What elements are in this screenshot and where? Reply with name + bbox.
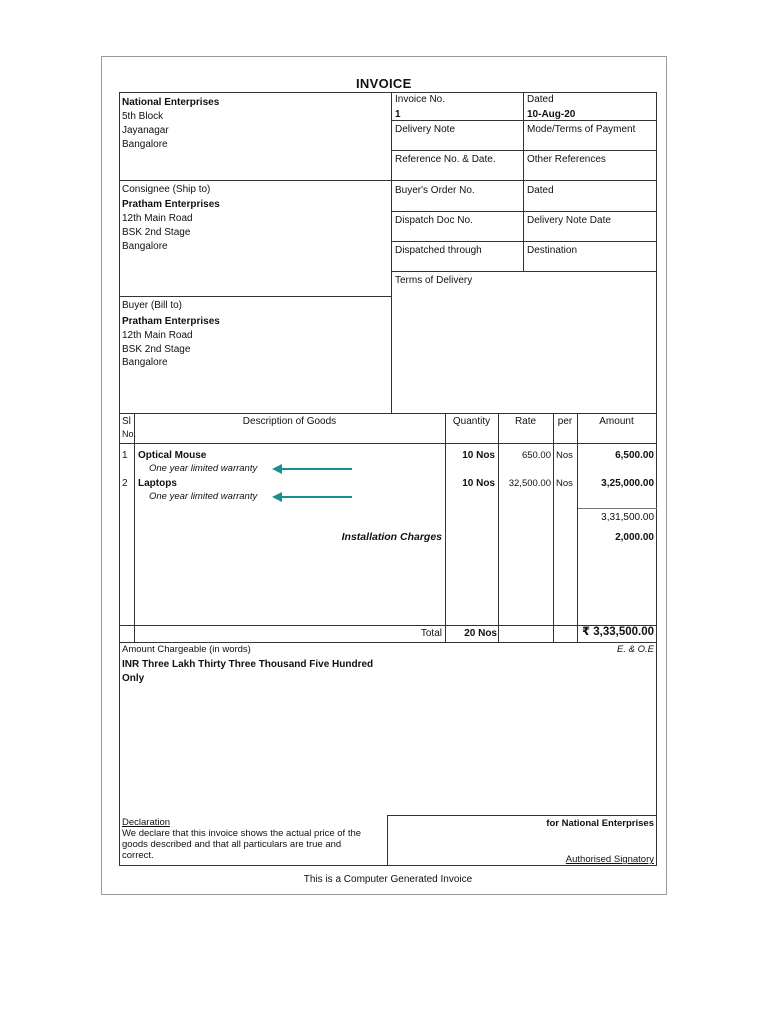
buyer-line2: BSK 2nd Stage — [122, 344, 191, 355]
consignee-label: Consignee (Ship to) — [122, 184, 211, 195]
dated2-label: Dated — [527, 185, 554, 196]
header-divider — [391, 92, 392, 413]
item-sl: 2 — [122, 478, 128, 489]
col-rate: Rate — [514, 416, 537, 427]
border-right — [656, 92, 657, 865]
col-description: Description of Goods — [242, 416, 337, 427]
item-qty: 10 Nos — [462, 478, 495, 489]
declaration-line2: goods described and that all particulars are true and — [122, 839, 342, 850]
item-name: Laptops — [138, 478, 177, 489]
item-per: Nos — [556, 450, 573, 461]
installation-amount: 2,000.00 — [615, 532, 654, 543]
item-rate: 32,500.00 — [508, 478, 551, 489]
for-company: for National Enterprises — [546, 818, 654, 829]
delivery-note-date-label: Delivery Note Date — [527, 215, 611, 226]
page-frame — [101, 56, 667, 895]
item-note: One year limited warranty — [149, 491, 258, 502]
grid-line — [577, 413, 578, 643]
invoice-title: INVOICE — [356, 76, 412, 91]
dated-label: Dated — [527, 94, 554, 105]
dispatched-through-label: Dispatched through — [395, 245, 482, 256]
reference-label: Reference No. & Date. — [395, 154, 496, 165]
grid-line — [134, 413, 135, 643]
delivery-note-label: Delivery Note — [395, 124, 456, 135]
border-left — [119, 92, 120, 865]
col-amount: Amount — [599, 416, 634, 427]
subtotal-rule — [578, 508, 657, 509]
item-note: One year limited warranty — [149, 463, 258, 474]
declaration-line1: We declare that this invoice shows the actual price of the — [122, 828, 362, 839]
col-sl-no: No. — [122, 429, 137, 439]
consignee-name: Pratham Enterprises — [122, 199, 220, 210]
item-amount: 3,25,000.00 — [601, 478, 654, 489]
other-references-label: Other References — [527, 154, 606, 165]
arrow-left-icon — [272, 463, 354, 475]
invoice-no-value: 1 — [395, 109, 401, 120]
grid-line — [553, 413, 554, 643]
grid-line — [387, 815, 657, 816]
dispatch-doc-label: Dispatch Doc No. — [395, 215, 473, 226]
computer-generated-note: This is a Computer Generated Invoice — [303, 874, 473, 885]
seller-line3: Bangalore — [122, 139, 168, 150]
buyers-order-label: Buyer's Order No. — [395, 185, 475, 196]
col-sl: Sl — [122, 416, 131, 427]
grid-line — [119, 296, 391, 297]
item-name: Optical Mouse — [138, 450, 207, 461]
col-quantity: Quantity — [452, 416, 491, 427]
buyer-name: Pratham Enterprises — [122, 316, 220, 327]
seller-name: National Enterprises — [122, 97, 220, 108]
total-amount: ₹ 3,33,500.00 — [582, 626, 654, 638]
item-amount: 6,500.00 — [615, 450, 654, 461]
installation-label: Installation Charges — [341, 531, 442, 543]
seller-line1: 5th Block — [122, 111, 164, 122]
consignee-line2: BSK 2nd Stage — [122, 227, 191, 238]
authorised-signatory: Authorised Signatory — [565, 854, 654, 865]
buyer-line1: 12th Main Road — [122, 330, 193, 341]
declaration-label: Declaration — [122, 817, 171, 828]
consignee-line3: Bangalore — [122, 241, 168, 252]
buyer-label: Buyer (Bill to) — [122, 300, 183, 311]
header-mid-divider — [523, 92, 524, 271]
grid-line — [391, 180, 657, 181]
subtotal-amount: 3,31,500.00 — [601, 512, 654, 523]
total-qty: 20 Nos — [464, 628, 497, 639]
invoice-no-label: Invoice No. — [395, 94, 446, 105]
grid-line — [498, 413, 499, 643]
grid-line — [391, 120, 657, 121]
consignee-line1: 12th Main Road — [122, 213, 193, 224]
declaration-line3: correct. — [122, 850, 154, 861]
grid-line — [391, 211, 657, 212]
amount-words-line1: INR Three Lakh Thirty Three Thousand Five Hundred — [122, 659, 374, 670]
grid-line — [391, 150, 657, 151]
total-label: Total — [420, 628, 442, 639]
amount-words-line2: Only — [122, 673, 145, 684]
dated-value: 10-Aug-20 — [527, 109, 576, 120]
grid-line — [391, 241, 657, 242]
amount-words-label: Amount Chargeable (in words) — [122, 644, 251, 655]
grid-line — [119, 180, 391, 181]
grid-line — [391, 271, 657, 272]
destination-label: Destination — [527, 245, 578, 256]
terms-of-delivery-label: Terms of Delivery — [395, 275, 473, 286]
arrow-left-icon — [272, 491, 354, 503]
border-top — [119, 92, 657, 93]
eoe-text: E. & O.E — [617, 644, 654, 655]
col-per: per — [557, 416, 573, 427]
mode-terms-label: Mode/Terms of Payment — [527, 124, 636, 135]
grid-line — [445, 413, 446, 643]
buyer-line3: Bangalore — [122, 357, 168, 368]
grid-line — [387, 815, 388, 865]
item-rate: 650.00 — [521, 450, 551, 461]
seller-line2: Jayanagar — [122, 125, 169, 136]
item-per: Nos — [556, 478, 573, 489]
item-sl: 1 — [122, 450, 128, 461]
item-qty: 10 Nos — [462, 450, 495, 461]
